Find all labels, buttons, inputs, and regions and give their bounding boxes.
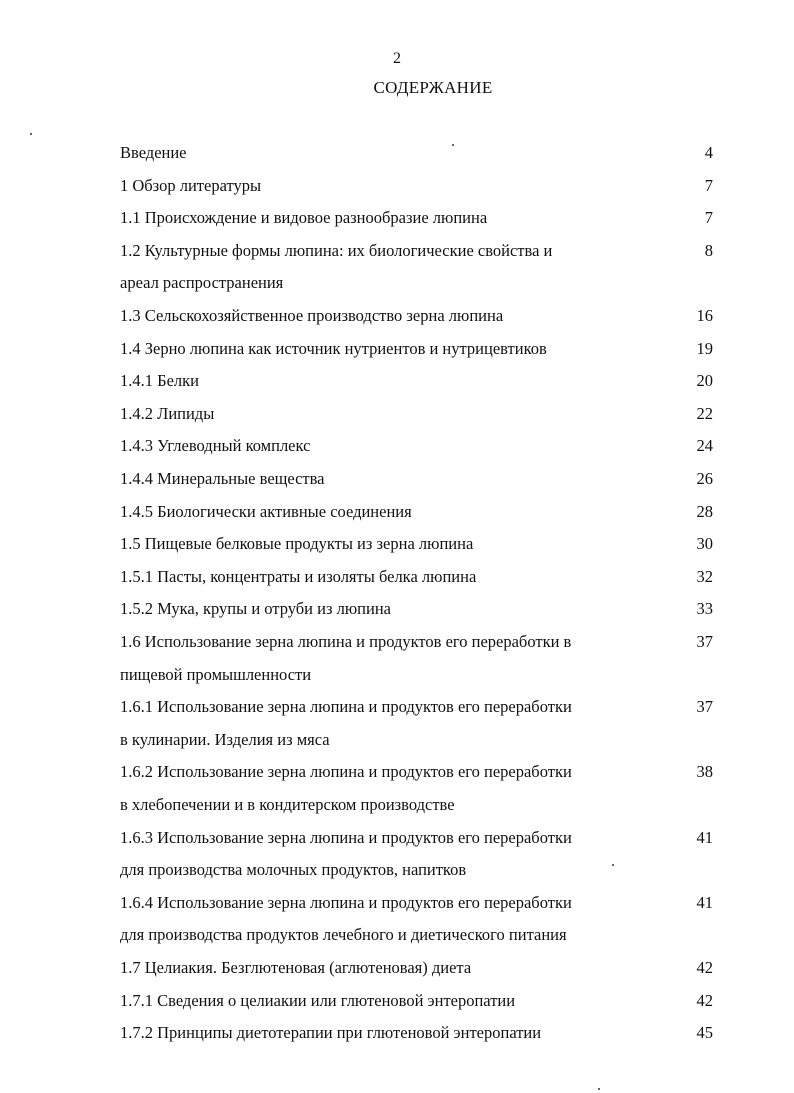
toc-entry-title: 1.5.2 Мука, крупы и отруби из люпина	[120, 599, 391, 619]
toc-entry	[120, 496, 720, 529]
toc-entry-title: 1.6 Использование зерна люпина и продуктов его переработки в	[120, 632, 572, 651]
toc-entry-title: 1.7.1 Сведения о целиакии или глютеновой энтеропатии	[120, 990, 516, 1010]
toc-entry	[120, 463, 720, 496]
scan-speck	[598, 1088, 600, 1090]
toc-title: СОДЕРЖАНИЕ	[373, 78, 493, 97]
toc-entry-page: 7	[704, 175, 713, 195]
toc-entry-page: 7	[704, 208, 713, 228]
toc-entry	[120, 398, 720, 431]
toc-entry-title: для производства молочных продуктов, напитков	[120, 860, 467, 880]
toc-entry-title: Введение	[120, 143, 187, 162]
toc-entry-page: 4	[704, 143, 713, 162]
toc-entry	[120, 691, 720, 756]
toc-entry-title: 1.6.2 Использование зерна люпина и продуктов его переработки	[120, 762, 572, 782]
toc-entry	[120, 822, 720, 887]
toc-entry	[120, 300, 720, 333]
toc-entry-title: 1.5 Пищевые белковые продукты из зерна люпина	[120, 534, 474, 554]
toc-entry-title: 1.4.1 Белки	[120, 371, 200, 391]
toc-entry	[120, 430, 720, 463]
toc-entry-title: ареал распространения	[120, 273, 284, 293]
toc-entry-page: 28	[696, 501, 713, 521]
toc-entry-title: 1.1 Происхождение и видовое разнообразие люпина	[120, 208, 488, 228]
toc-entry	[120, 756, 720, 821]
toc-entry	[120, 561, 720, 594]
toc-entry-title: 1.4.2 Липиды	[120, 403, 215, 423]
toc-entry-page: 30	[696, 534, 713, 554]
scan-speck	[30, 133, 32, 135]
toc-entry-page: 26	[696, 469, 713, 488]
toc-entry	[120, 202, 720, 235]
toc-entry-page: 37	[696, 697, 713, 717]
toc-entry-title: 1.4.4 Минеральные вещества	[120, 469, 325, 488]
toc-entry-title: 1.5.1 Пасты, концентраты и изоляты белка люпина	[120, 566, 477, 586]
toc-entry-title: 1.7 Целиакия. Безглютеновая (аглютеновая) диета	[120, 958, 472, 977]
toc-entry-title: 1.6.3 Использование зерна люпина и продуктов его переработки	[120, 827, 572, 847]
toc-entry-page: 22	[696, 403, 713, 423]
scan-speck	[452, 144, 454, 146]
toc-entry	[120, 593, 720, 626]
toc-entry-title: пищевой промышленности	[120, 664, 312, 684]
toc-entry-page: 41	[696, 827, 713, 847]
toc-entry-title: 1 Обзор литературы	[120, 175, 262, 195]
toc-entry-page: 8	[704, 240, 713, 260]
toc-entry-title: для производства продуктов лечебного и диетического питания	[120, 925, 567, 945]
toc-entry	[120, 333, 720, 366]
toc-entry-page: 45	[696, 1023, 713, 1043]
toc-entry	[120, 170, 720, 203]
toc-entry	[120, 1017, 720, 1050]
toc-entry-title: 1.7.2 Принципы диетотерапии при глютеновой энтеропатии	[120, 1023, 542, 1043]
toc-entry-page: 20	[696, 371, 713, 391]
toc-entry-page: 42	[696, 990, 713, 1010]
toc-entry	[120, 528, 720, 561]
toc-entry	[120, 952, 720, 985]
toc-entry-title: 1.2 Культурные формы люпина: их биологические свойства и	[120, 240, 553, 260]
toc-entry-page: 41	[696, 892, 713, 912]
toc-entry-title: 1.4.3 Углеводный комплекс	[120, 436, 311, 456]
toc-entry-page: 42	[696, 958, 713, 977]
toc-entry-page: 33	[696, 599, 713, 619]
toc-entry-title: 1.6.4 Использование зерна люпина и продуктов его переработки	[120, 892, 572, 912]
toc-entry	[120, 887, 720, 952]
toc-entry-title: 1.4.5 Биологически активные соединения	[120, 501, 412, 521]
toc-entry-page: 24	[696, 436, 713, 456]
toc-entry-page: 32	[696, 566, 713, 586]
toc-entry-page: 16	[696, 306, 713, 325]
scan-speck	[612, 864, 614, 866]
toc-entry	[120, 137, 720, 170]
toc-entry-title: 1.4 Зерно люпина как источник нутриентов и нутрицевтиков	[120, 338, 547, 358]
toc-entry-page: 19	[696, 338, 713, 358]
toc-entry-page: 37	[696, 632, 713, 651]
toc-entry-title: в кулинарии. Изделия из мяса	[120, 729, 330, 749]
toc-entry-title: 1.6.1 Использование зерна люпина и продуктов его переработки	[120, 697, 572, 717]
page-number: 2	[393, 50, 401, 67]
toc-entry	[120, 626, 720, 691]
toc-entry-title: 1.3 Сельскохозяйственное производство зерна люпина	[120, 306, 504, 325]
toc-entry-page: 38	[696, 762, 713, 782]
toc-entry	[120, 985, 720, 1018]
toc-entry-title: в хлебопечении и в кондитерском производстве	[120, 794, 455, 814]
toc-entry	[120, 235, 720, 300]
toc-entry	[120, 365, 720, 398]
